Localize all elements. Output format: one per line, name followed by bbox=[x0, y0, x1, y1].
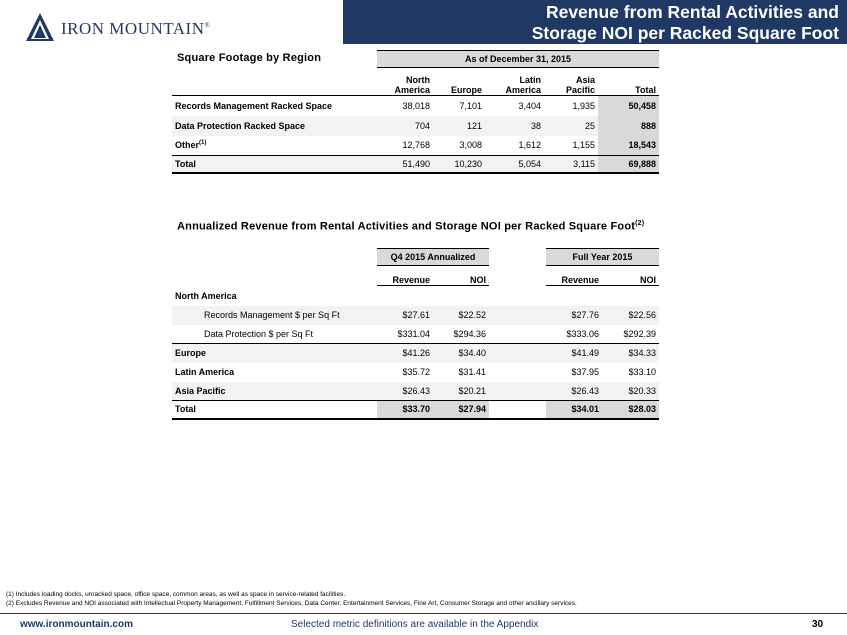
square-footage-table bbox=[172, 50, 659, 174]
revenue-noi-title: Annualized Revenue from Rental Activities and Storage NOI per Racked Square Foot$^{(2)}$ bbox=[177, 220, 645, 233]
column-headers bbox=[172, 68, 659, 96]
group-row: North America bbox=[175, 290, 237, 301]
header-band bbox=[343, 0, 847, 44]
col-header: Total bbox=[598, 68, 659, 96]
column-headers: Revenue NOI Revenue NOI bbox=[172, 266, 659, 286]
table-row: Records Management $ per Sq Ft $27.61 $22.52 $27.76 $22.56 bbox=[172, 306, 659, 325]
table-row: Records Management Racked Space 38,018 7,101 3,404 1,935 50,458 bbox=[172, 96, 659, 116]
footnote-2: (2) Excludes Revenue and NOI associated with Intellectual Property Management, Fulfillment Services, Data Center, Entertainment Services, Fine Art, Consumer Storage and other ancillary services. bbox=[6, 600, 577, 607]
table-row: Data Protection Racked Space 704 121 38 25 888 bbox=[172, 116, 659, 136]
col-header: North America bbox=[377, 68, 433, 96]
table-row: Europe $41.26 $34.40 $41.49 $34.33 bbox=[172, 344, 659, 363]
table-row: Asia Pacific $26.43 $20.21 $26.43 $20.33 bbox=[172, 382, 659, 401]
col-header: Asia Pacific bbox=[544, 68, 598, 96]
footer-note: Selected metric definitions are available in the Appendix bbox=[291, 619, 539, 630]
total-row: Total 51,490 10,230 5,054 3,115 69,888 bbox=[172, 156, 659, 174]
logo-text: IRON MOUNTAIN® bbox=[61, 19, 211, 38]
iron-mountain-logo-icon bbox=[25, 12, 55, 42]
square-footage-title: Square Footage by Region bbox=[177, 52, 322, 64]
footer-divider bbox=[0, 613, 847, 614]
as-of-header: As of December 31, 2015 bbox=[377, 51, 659, 68]
table-row: Other$^{(1)}$ 12,768 3,008 1,612 1,155 18,543 bbox=[172, 136, 659, 156]
revenue-noi-table bbox=[172, 248, 659, 420]
page-title: Revenue from Rental Activities and Storage NOI per Racked Square Foot bbox=[531, 2, 839, 43]
footnote-1: (1) Includes loading docks, unracked space, office space, common areas, as well as space in service-related facilities. bbox=[6, 591, 346, 598]
table-row: Latin America $35.72 $31.41 $37.95 $33.10 bbox=[175, 367, 656, 377]
table-row: Data Protection $ per Sq Ft $331.04 $294.36 $333.06 $292.39 bbox=[172, 325, 659, 344]
footer-url[interactable]: www.ironmountain.com bbox=[20, 619, 133, 630]
logo bbox=[25, 12, 325, 44]
q4-annualized-header: Q4 2015 Annualized bbox=[377, 249, 489, 266]
full-year-header: Full Year 2015 bbox=[546, 249, 659, 266]
col-header: Europe bbox=[433, 68, 485, 96]
col-header: Latin America bbox=[485, 68, 544, 96]
page-number: 30 bbox=[812, 619, 824, 630]
total-row: Total $33.70 $27.94 $34.01 $28.03 bbox=[172, 401, 659, 419]
